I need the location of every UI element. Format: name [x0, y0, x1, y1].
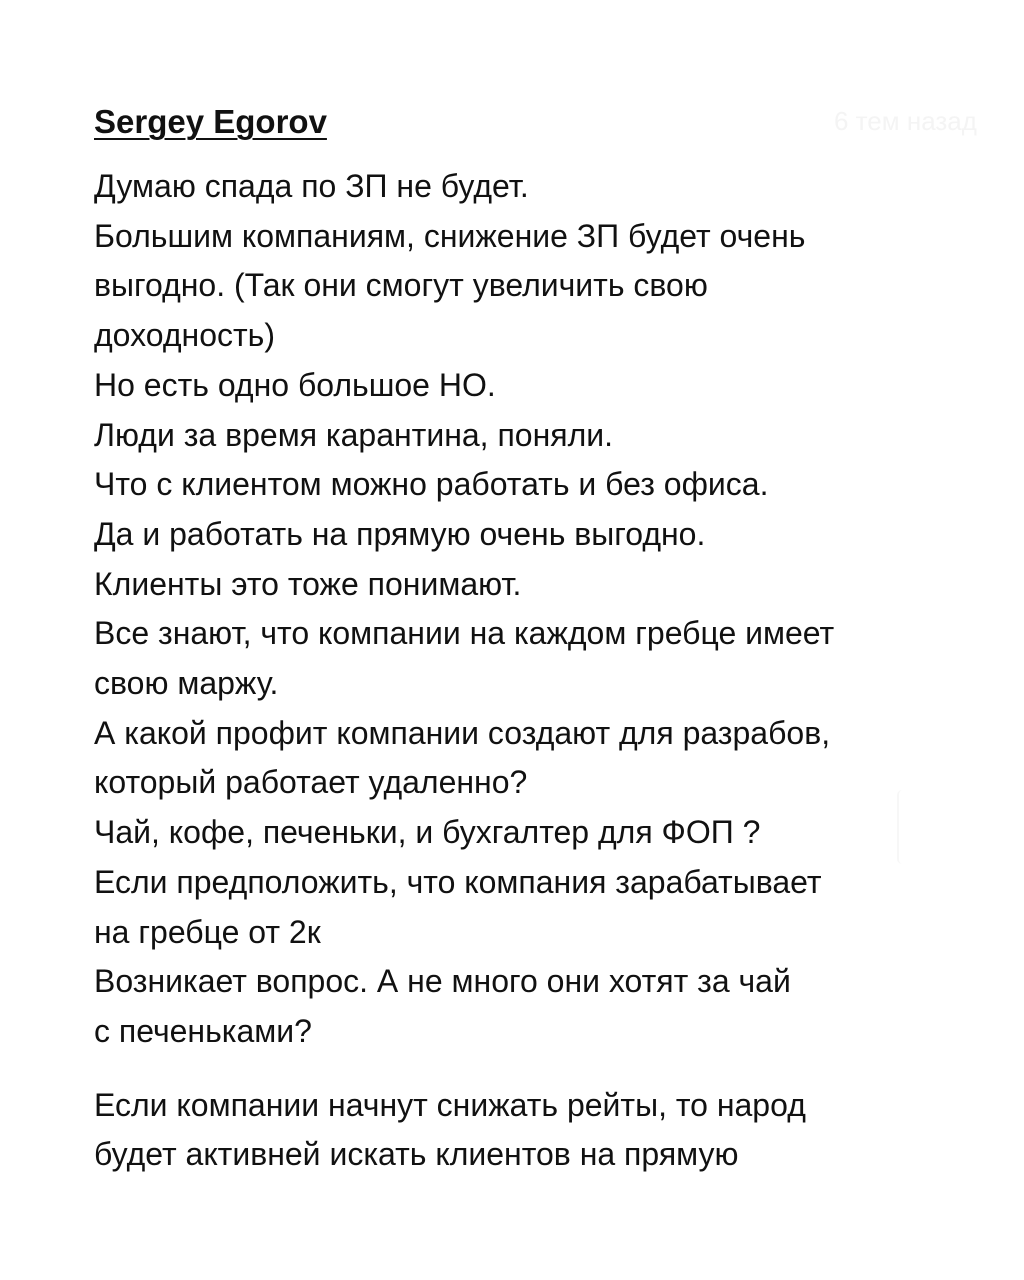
decorative-edge	[897, 790, 907, 864]
text-line: Да и работать на прямую очень выгодно.	[94, 515, 706, 552]
text-line: Если предположить, что компания зарабатывает	[94, 863, 822, 900]
paragraph-spacer	[94, 1057, 954, 1081]
text-line: Думаю спада по ЗП не будет.	[94, 168, 529, 204]
text-line: будет активней искать клиентов на прямую	[94, 1136, 739, 1173]
text-line: Что с клиентом можно работать и без офиса.	[94, 466, 769, 503]
text-line: А какой профит компании создают для разрабов,	[94, 714, 831, 751]
author-name-link[interactable]: Sergey Egorov	[94, 103, 327, 140]
text-line: доходность)	[94, 317, 275, 354]
text-line: который работает удаленно?	[94, 764, 528, 801]
text-line: Если компании начнут снижать рейты, то народ	[94, 1086, 806, 1123]
paragraph-2	[94, 1081, 954, 1180]
paragraph-1	[94, 162, 954, 1057]
text-line: с печеньками?	[94, 1012, 312, 1049]
text-line: свою маржу.	[94, 665, 279, 702]
text-line: Но есть одно большое НО.	[94, 366, 496, 403]
text-line: на гребце от 2к	[94, 913, 321, 950]
text-line: выгодно. (Так они смогут увеличить свою	[94, 267, 708, 304]
text-line: Все знают, что компании на каждом гребце имеет	[94, 615, 835, 652]
text-line: Большим компаниям, снижение ЗП будет очень	[94, 217, 806, 254]
timestamp: 6 тем назад	[834, 106, 977, 136]
comment-body	[94, 162, 954, 1180]
text-line: Возникает вопрос. А не много они хотят за чай	[94, 963, 791, 1000]
text-line: Клиенты это тоже понимают.	[94, 565, 522, 602]
text-line: Люди за время карантина, поняли.	[94, 416, 614, 453]
text-line: Чай, кофе, печеньки, и бухгалтер для ФОП ?	[94, 814, 761, 851]
comment	[94, 98, 977, 1180]
